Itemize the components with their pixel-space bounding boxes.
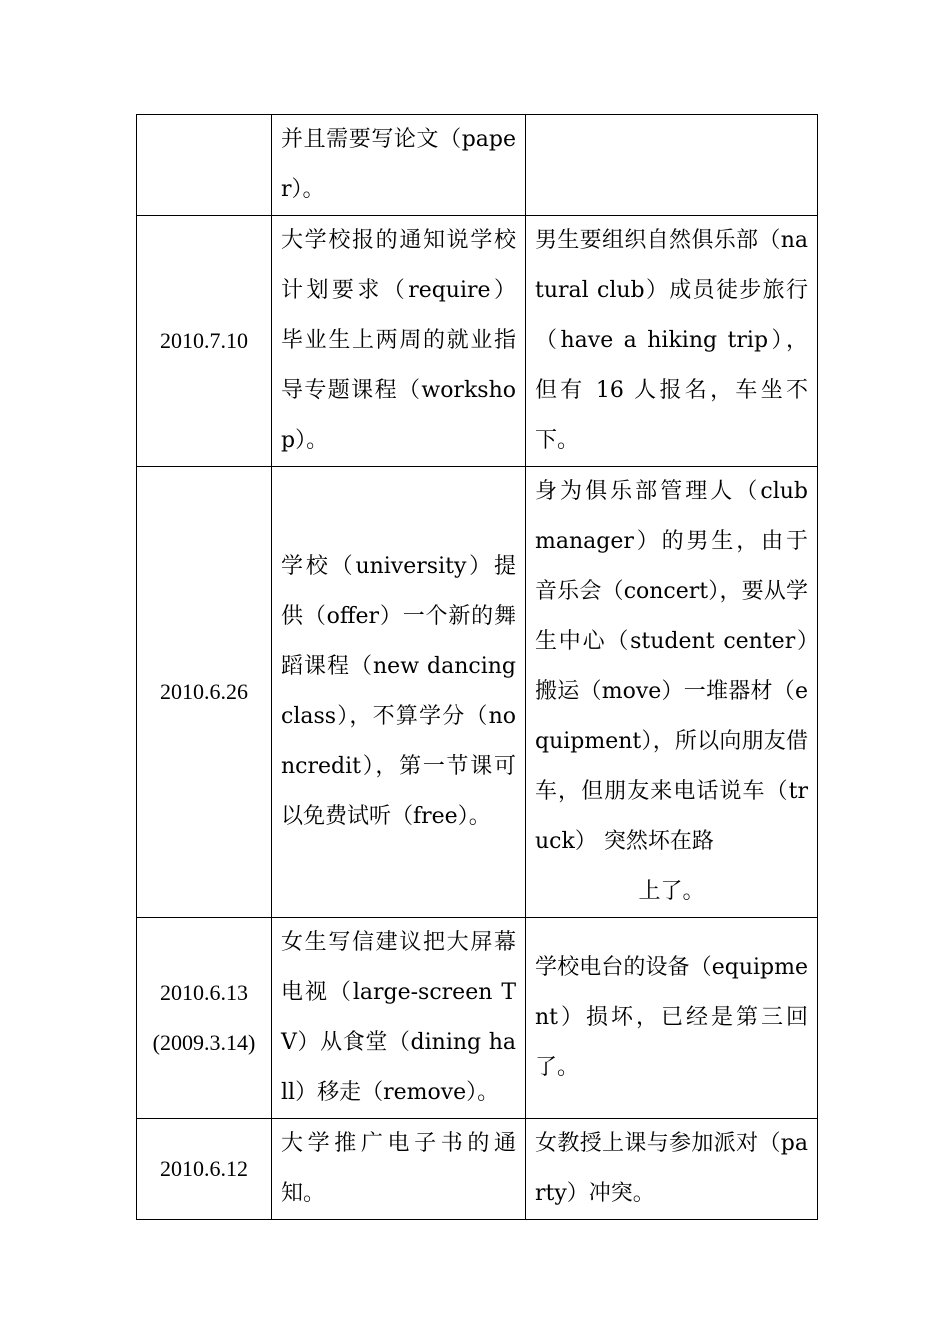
event-cell-b bbox=[526, 216, 818, 467]
table-row bbox=[137, 115, 818, 216]
event-text-b: 男生要组织自然俱乐部（natural club）成员徒步旅行（have a hiking trip），但有 16 人报名，车坐不下。 bbox=[535, 228, 808, 453]
date-text-alt: (2009.3.14) bbox=[152, 1030, 256, 1055]
event-cell-b bbox=[526, 115, 818, 216]
event-cell-a bbox=[272, 115, 526, 216]
table-row bbox=[137, 216, 818, 467]
date-cell bbox=[137, 467, 272, 918]
event-text-a: 女生写信建议把大屏幕电视（large-screen TV）从食堂（dining hall）移走（remove）。 bbox=[281, 930, 516, 1105]
event-text-b: 女教授上课与参加派对（party）冲突。 bbox=[535, 1131, 808, 1206]
date-cell bbox=[137, 216, 272, 467]
event-cell-b bbox=[526, 1119, 818, 1220]
event-text-b: 学校电台的设备（equipment）损坏，已经是第三回了。 bbox=[535, 955, 808, 1080]
event-text-a: 大学推广电子书的通知。 bbox=[281, 1131, 516, 1206]
event-cell-a bbox=[272, 467, 526, 918]
table-row bbox=[137, 467, 818, 918]
event-cell-b bbox=[526, 918, 818, 1119]
date-text: 2010.6.12 bbox=[160, 1156, 248, 1181]
date-text: 2010.7.10 bbox=[160, 328, 248, 353]
event-text-a: 并且需要写论文（paper）。 bbox=[281, 127, 516, 202]
event-cell-a bbox=[272, 918, 526, 1119]
table-row bbox=[137, 1119, 818, 1220]
event-cell-a bbox=[272, 1119, 526, 1220]
event-text-a: 学校（university）提供（offer）一个新的舞蹈课程（new dancing class），不算学分（noncredit），第一节课可以免费试听（free）。 bbox=[281, 554, 516, 829]
date-text: 2010.6.13 bbox=[160, 980, 248, 1005]
event-cell-a bbox=[272, 216, 526, 467]
event-cell-b bbox=[526, 467, 818, 918]
date-cell bbox=[137, 918, 272, 1119]
date-cell bbox=[137, 115, 272, 216]
date-text: 2010.6.26 bbox=[160, 679, 248, 704]
table-row bbox=[137, 918, 818, 1119]
event-text-a: 大学校报的通知说学校计划要求（require）毕业生上两周的就业指导专题课程（workshop）。 bbox=[281, 228, 516, 453]
event-text-b: 身为俱乐部管理人（club manager）的男生，由于音乐会（concert），要从学生中心（student center）搬运（move）一堆器材（equipment），所以向朋友借车，但朋友来电话说车（truck） 突然坏在路 bbox=[535, 479, 808, 854]
event-text-b-tail: 上了。 bbox=[638, 879, 705, 904]
schedule-table bbox=[136, 114, 818, 1220]
date-cell bbox=[137, 1119, 272, 1220]
